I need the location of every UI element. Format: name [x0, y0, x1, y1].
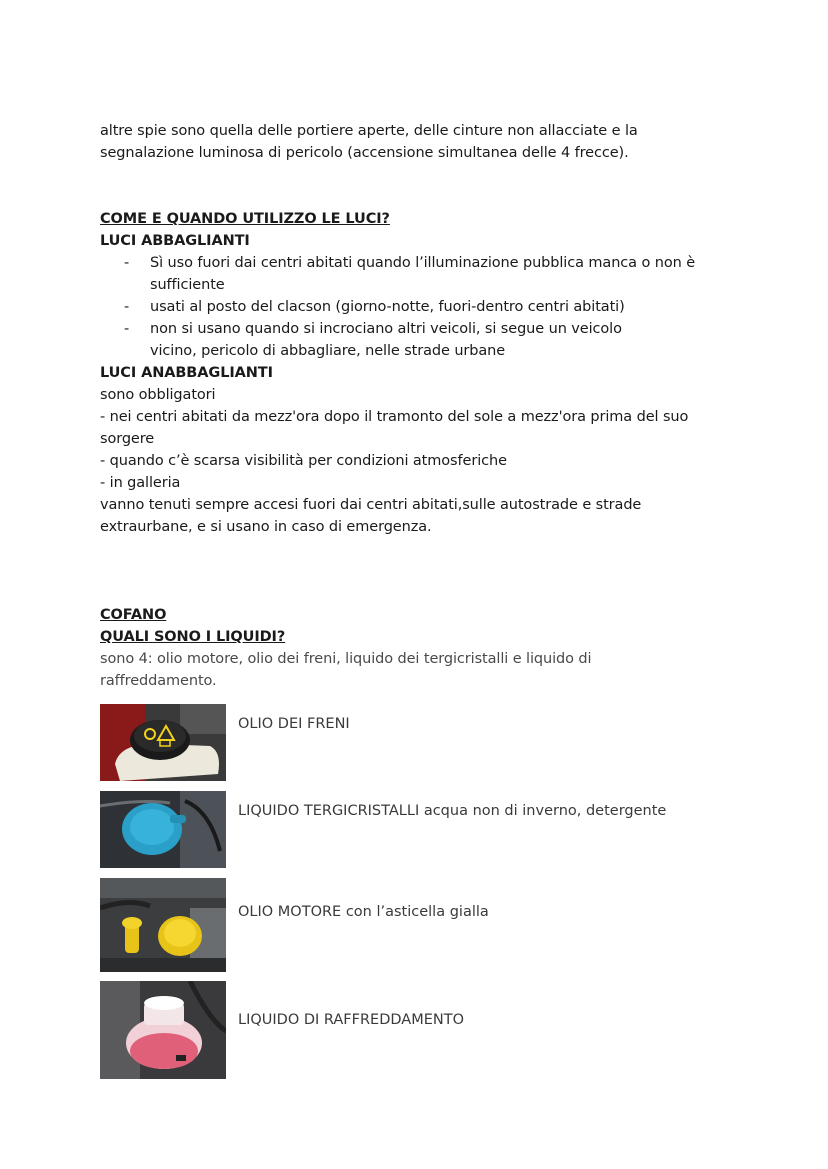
luci-heading: COME E QUANDO UTILIZZO LE LUCI?	[100, 211, 390, 227]
abbaglianti-title: LUCI ABBAGLIANTI	[100, 233, 250, 249]
liquid-item-oil	[100, 878, 740, 958]
list-item: - usati al posto del clacson (giorno-notte, fuori-dentro centri abitati)	[124, 299, 625, 315]
luci-section	[100, 208, 740, 538]
liquid-item-washer	[100, 791, 740, 871]
intro-line-1: altre spie sono quella delle portiere aperte, delle cinture non allacciate e la	[100, 123, 638, 139]
liquid-item-brake	[100, 704, 740, 784]
list-item: - non si usano quando si incrociano altri veicoli, si segue un veicolo vicino, pericolo di abbagliare, nelle strade urbane	[124, 321, 622, 359]
liquid-item-label: LIQUIDO DI RAFFREDDAMENTO	[238, 1012, 465, 1028]
list-item: - Sì uso fuori dai centri abitati quando l’illuminazione pubblica manca o non è sufficiente	[124, 255, 696, 293]
engine-oil-cap-photo-icon	[100, 878, 226, 972]
coolant-reservoir-photo-icon	[100, 981, 226, 1079]
liquid-item-label: OLIO MOTORE con l’asticella gialla	[238, 904, 489, 920]
cofano-heading: COFANO	[100, 607, 167, 623]
liquid-item-label: LIQUIDO TERGICRISTALLI acqua non di inverno, detergente	[238, 803, 667, 819]
anabbaglianti-line: - nei centri abitati da mezz'ora dopo il tramonto del sole a mezz'ora prima del suo sorgere	[100, 409, 689, 447]
washer-fluid-cap-photo-icon	[100, 791, 226, 868]
cofano-section	[100, 604, 740, 692]
anabbaglianti-line: sono obbligatori	[100, 387, 216, 403]
anabbaglianti-title: LUCI ANABBAGLIANTI	[100, 365, 273, 381]
anabbaglianti-line: - quando c’è scarsa visibilità per condizioni atmosferiche	[100, 453, 507, 469]
intro-paragraph	[100, 120, 740, 164]
intro-line-2: segnalazione luminosa di pericolo (accensione simultanea delle 4 frecce).	[100, 145, 629, 161]
liquid-item-coolant	[100, 981, 740, 1061]
brake-fluid-cap-photo-icon	[100, 704, 226, 781]
anabbaglianti-line: vanno tenuti sempre accesi fuori dai centri abitati,sulle autostrade e strade extraurbane, e si usano in caso di emergenza.	[100, 497, 642, 535]
liquidi-heading: QUALI SONO I LIQUIDI?	[100, 629, 286, 645]
anabbaglianti-line: - in galleria	[100, 475, 181, 491]
abbaglianti-list	[100, 252, 720, 362]
liquidi-text: sono 4: olio motore, olio dei freni, liquido dei tergicristalli e liquido di raffreddamento.	[100, 651, 592, 689]
liquid-item-label: OLIO DEI FRENI	[238, 716, 350, 732]
